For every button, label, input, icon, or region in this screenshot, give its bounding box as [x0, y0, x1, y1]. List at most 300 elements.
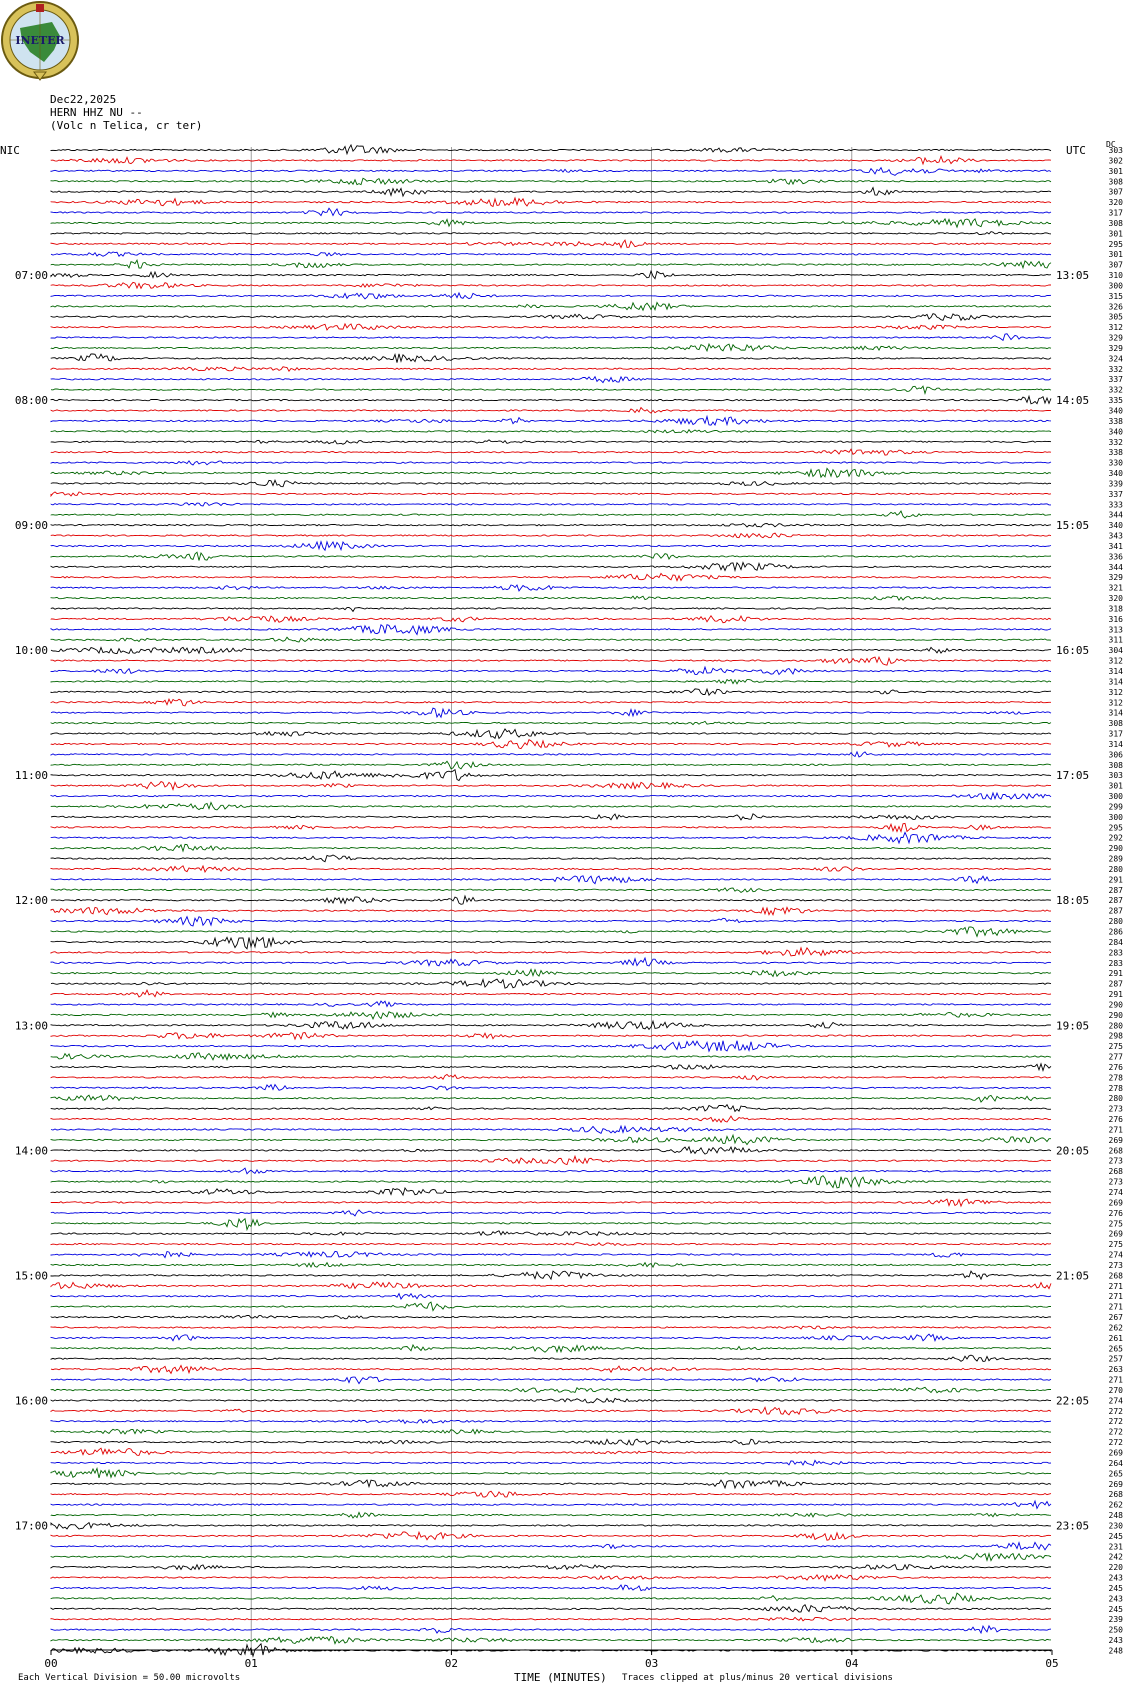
- left-hour-label: 07:00: [14, 269, 48, 283]
- dc-offset-label: 264: [1108, 1458, 1123, 1468]
- trace-line: [51, 990, 1051, 997]
- dc-offset-label: 273: [1108, 1260, 1123, 1270]
- left-timezone-label: NIC: [0, 144, 20, 157]
- trace-line: [51, 1219, 1051, 1230]
- dc-offset-label: 332: [1108, 437, 1123, 447]
- dc-offset-label: 333: [1108, 500, 1123, 510]
- trace-line: [51, 417, 1051, 426]
- trace-line: [51, 1407, 1051, 1415]
- dc-offset-label: 287: [1108, 896, 1123, 906]
- trace-line: [51, 1387, 1051, 1392]
- trace-line: [51, 1398, 1051, 1402]
- trace-line: [51, 637, 1051, 642]
- trace-line: [51, 1282, 1051, 1289]
- dc-offset-label: 239: [1108, 1615, 1123, 1625]
- dc-offset-label: 280: [1108, 1094, 1123, 1104]
- trace-line: [51, 1355, 1051, 1361]
- trace-line: [51, 1617, 1051, 1620]
- trace-line: [51, 344, 1051, 351]
- trace-line: [51, 573, 1051, 580]
- x-tick-label: 01: [244, 1657, 258, 1670]
- dc-offset-label: 329: [1108, 333, 1123, 343]
- left-hour-label: 17:00: [14, 1519, 48, 1533]
- dc-offset-label: 306: [1108, 750, 1123, 760]
- dc-offset-label: 340: [1108, 406, 1123, 416]
- trace-line: [51, 1168, 1051, 1174]
- trace-line: [51, 647, 1051, 653]
- x-axis-label: TIME (MINUTES): [514, 1671, 607, 1684]
- dc-offset-label: 220: [1108, 1563, 1123, 1573]
- trace-line: [51, 752, 1051, 757]
- dc-offset-label: 301: [1108, 781, 1123, 791]
- trace-line: [51, 761, 1051, 769]
- header-location: (Volc n Telica, cr ter): [50, 119, 203, 132]
- trace-line: [51, 667, 1051, 674]
- dc-column-label: DC: [1106, 140, 1116, 149]
- trace-line: [51, 1605, 1051, 1612]
- header-date: Dec22,2025: [50, 93, 117, 106]
- trace-line: [51, 1188, 1051, 1195]
- trace-line: [51, 721, 1051, 724]
- trace-line: [51, 449, 1051, 455]
- trace-line: [51, 896, 1051, 904]
- trace-line: [51, 1542, 1051, 1549]
- trace-line: [51, 1575, 1051, 1581]
- dc-offset-label: 321: [1108, 583, 1123, 593]
- trace-line: [51, 1033, 1051, 1040]
- dc-offset-label: 245: [1108, 1583, 1123, 1593]
- dc-offset-label: 290: [1108, 1000, 1123, 1010]
- dc-offset-label: 320: [1108, 198, 1123, 208]
- trace-line: [51, 823, 1051, 831]
- dc-offset-label: 291: [1108, 990, 1123, 1000]
- trace-line: [51, 240, 1051, 248]
- dc-offset-label: 343: [1108, 531, 1123, 541]
- trace-line: [51, 616, 1051, 623]
- left-hour-label: 16:00: [14, 1394, 48, 1408]
- trace-line: [51, 793, 1051, 799]
- left-hour-label: 09:00: [14, 519, 48, 533]
- trace-line: [51, 542, 1051, 551]
- dc-offset-label: 287: [1108, 906, 1123, 916]
- x-tick-label: 05: [1045, 1657, 1059, 1670]
- trace-line: [51, 1491, 1051, 1497]
- dc-offset-label: 314: [1108, 667, 1123, 676]
- right-hour-label: 15:05: [1056, 519, 1090, 533]
- dc-offset-label: 314: [1108, 739, 1123, 749]
- dc-offset-label: 272: [1108, 1438, 1123, 1448]
- dc-offset-label: 300: [1108, 281, 1123, 291]
- dc-offset-label: 274: [1108, 1188, 1123, 1197]
- dc-offset-label: 275: [1108, 1240, 1123, 1250]
- trace-line: [51, 1512, 1051, 1518]
- scale-note: Each Vertical Division = 50.00 microvolts: [18, 1673, 241, 1683]
- trace-line: [51, 729, 1051, 738]
- trace-line: [51, 782, 1051, 790]
- trace-line: [51, 334, 1051, 341]
- dc-offset-label: 335: [1108, 396, 1123, 406]
- trace-line: [51, 866, 1051, 872]
- trace-line: [51, 396, 1051, 404]
- trace-line: [51, 1021, 1051, 1029]
- trace-line: [51, 917, 1051, 926]
- trace-line: [51, 408, 1051, 414]
- dc-offset-label: 308: [1108, 719, 1123, 729]
- dc-offset-label: 278: [1108, 1083, 1123, 1093]
- dc-offset-label: 283: [1108, 948, 1123, 958]
- dc-offset-label: 336: [1108, 552, 1123, 562]
- trace-line: [51, 1532, 1051, 1540]
- dc-offset-label: 341: [1108, 541, 1123, 551]
- trace-line: [51, 503, 1051, 507]
- dc-offset-label: 269: [1108, 1229, 1123, 1239]
- left-hour-label: 08:00: [14, 394, 48, 408]
- trace-line: [51, 367, 1051, 371]
- right-hour-label: 18:05: [1056, 894, 1090, 908]
- trace-line: [51, 1334, 1051, 1341]
- right-hour-label: 17:05: [1056, 769, 1090, 783]
- trace-line: [51, 876, 1051, 884]
- trace-line: [51, 1366, 1051, 1374]
- trace-line: [51, 927, 1051, 937]
- trace-line: [51, 948, 1051, 956]
- dc-offset-label: 312: [1108, 656, 1123, 666]
- dc-offset-label: 248: [1108, 1511, 1123, 1521]
- right-hour-label: 13:05: [1056, 269, 1090, 283]
- dc-offset-label: 271: [1108, 1292, 1123, 1302]
- dc-offset-label: 311: [1108, 635, 1123, 645]
- dc-offset-label: 344: [1108, 510, 1123, 520]
- trace-line: [51, 145, 1051, 154]
- trace-line: [51, 888, 1051, 893]
- dc-offset-label: 262: [1108, 1323, 1123, 1333]
- trace-line: [51, 979, 1051, 988]
- trace-line: [51, 208, 1051, 215]
- clip-note: Traces clipped at plus/minus 20 vertical divisions: [622, 1673, 893, 1683]
- trace-line: [51, 1156, 1051, 1164]
- trace-line: [51, 585, 1051, 591]
- trace-line: [51, 440, 1051, 444]
- trace-line: [51, 1199, 1051, 1206]
- dc-offset-label: 250: [1108, 1625, 1123, 1635]
- right-hour-label: 19:05: [1056, 1019, 1090, 1033]
- dc-offset-label: 230: [1108, 1521, 1123, 1531]
- dc-offset-label: 338: [1108, 416, 1123, 426]
- dc-offset-label: 277: [1108, 1052, 1123, 1062]
- trace-line: [51, 1501, 1051, 1508]
- trace-line: [51, 814, 1051, 820]
- trace-line: [51, 480, 1051, 487]
- dc-offset-label: 265: [1108, 1344, 1123, 1354]
- dc-offset-label: 243: [1108, 1636, 1123, 1646]
- trace-line: [51, 1448, 1051, 1455]
- dc-offset-label: 339: [1108, 479, 1123, 489]
- trace-line: [51, 1439, 1051, 1445]
- dc-offset-label: 274: [1108, 1396, 1123, 1406]
- trace-line: [51, 1480, 1051, 1488]
- trace-line: [51, 168, 1051, 176]
- trace-line: [51, 1565, 1051, 1570]
- x-tick-label: 03: [644, 1657, 659, 1670]
- dc-offset-label: 295: [1108, 239, 1123, 249]
- dc-offset-label: 318: [1108, 604, 1123, 614]
- dc-offset-label: 290: [1108, 1010, 1123, 1020]
- trace-line: [51, 563, 1051, 571]
- trace-line: [51, 1147, 1051, 1154]
- dc-offset-label: 289: [1108, 854, 1123, 864]
- trace-line: [51, 1135, 1051, 1144]
- trace-line: [51, 740, 1051, 749]
- trace-line: [51, 1637, 1051, 1644]
- trace-line: [51, 1585, 1051, 1591]
- dc-offset-label: 276: [1108, 1062, 1123, 1072]
- dc-offset-label: 272: [1108, 1406, 1123, 1416]
- dc-offset-label: 316: [1108, 614, 1123, 624]
- trace-line: [51, 430, 1051, 433]
- trace-line: [51, 492, 1051, 496]
- dc-offset-label: 268: [1108, 1490, 1123, 1500]
- dc-offset-label: 338: [1108, 448, 1123, 458]
- trace-line: [51, 699, 1051, 706]
- dc-offset-label: 330: [1108, 458, 1123, 468]
- trace-line: [51, 533, 1051, 538]
- dc-offset-label: 324: [1108, 354, 1123, 364]
- dc-offset-label: 245: [1108, 1531, 1123, 1541]
- dc-offset-label: 262: [1108, 1500, 1123, 1510]
- trace-line: [51, 1302, 1051, 1311]
- dc-offset-label: 269: [1108, 1135, 1123, 1145]
- trace-line: [51, 156, 1051, 164]
- trace-line: [51, 188, 1051, 197]
- dc-offset-label: 307: [1108, 260, 1123, 270]
- dc-offset-label: 329: [1108, 573, 1123, 583]
- trace-line: [51, 377, 1051, 383]
- dc-offset-label: 274: [1108, 1250, 1123, 1260]
- trace-line: [51, 937, 1051, 949]
- dc-offset-label: 301: [1108, 166, 1123, 176]
- trace-line: [51, 1012, 1051, 1019]
- dc-offset-label: 340: [1108, 469, 1123, 479]
- dc-offset-label: 268: [1108, 1146, 1123, 1156]
- dc-offset-label: 280: [1108, 917, 1123, 927]
- trace-line: [51, 958, 1051, 966]
- dc-offset-label: 292: [1108, 833, 1123, 843]
- dc-offset-label: 231: [1108, 1542, 1123, 1552]
- dc-offset-label: 312: [1108, 698, 1123, 708]
- dc-offset-label: 301: [1108, 229, 1123, 239]
- dc-offset-label: 317: [1108, 208, 1123, 218]
- right-hour-label: 16:05: [1056, 644, 1090, 658]
- trace-line: [51, 293, 1051, 299]
- left-hour-label: 13:00: [14, 1019, 48, 1033]
- dc-offset-label: 310: [1108, 271, 1123, 281]
- trace-line: [51, 625, 1051, 635]
- dc-offset-label: 269: [1108, 1448, 1123, 1458]
- dc-offset-label: 340: [1108, 521, 1123, 531]
- trace-line: [51, 1345, 1051, 1352]
- dc-offset-label: 243: [1108, 1573, 1123, 1583]
- dc-offset-label: 303: [1108, 146, 1123, 155]
- dc-offset-label: 307: [1108, 187, 1123, 197]
- trace-line: [51, 708, 1051, 717]
- trace-line: [51, 1116, 1051, 1122]
- dc-offset-label: 332: [1108, 364, 1123, 374]
- left-hour-label: 12:00: [14, 894, 48, 908]
- trace-line: [51, 1316, 1051, 1319]
- trace-line: [51, 552, 1051, 560]
- trace-line: [51, 832, 1051, 843]
- trace-line: [51, 386, 1051, 393]
- trace-line: [51, 657, 1051, 665]
- trace-line: [51, 1460, 1051, 1465]
- trace-line: [51, 608, 1051, 612]
- trace-line: [51, 1251, 1051, 1257]
- dc-offset-label: 312: [1108, 323, 1123, 333]
- dc-offset-label: 275: [1108, 1042, 1123, 1052]
- dc-offset-label: 271: [1108, 1375, 1123, 1385]
- trace-line: [51, 1554, 1051, 1561]
- trace-line: [51, 461, 1051, 465]
- dc-offset-label: 300: [1108, 792, 1123, 802]
- dc-offset-label: 273: [1108, 1177, 1123, 1187]
- left-hour-label: 10:00: [14, 644, 48, 658]
- dc-offset-label: 302: [1108, 156, 1123, 166]
- trace-line: [51, 1231, 1051, 1236]
- dc-offset-label: 263: [1108, 1365, 1123, 1375]
- right-hour-label: 20:05: [1056, 1144, 1090, 1158]
- dc-offset-label: 243: [1108, 1594, 1123, 1604]
- dc-offset-label: 245: [1108, 1604, 1123, 1614]
- dc-offset-label: 314: [1108, 677, 1123, 687]
- right-hour-label: 22:05: [1056, 1394, 1090, 1408]
- dc-offset-label: 268: [1108, 1167, 1123, 1177]
- trace-line: [51, 314, 1051, 321]
- trace-line: [51, 198, 1051, 207]
- dc-offset-label: 273: [1108, 1104, 1123, 1114]
- dc-offset-label: 337: [1108, 489, 1123, 499]
- dc-offset-label: 329: [1108, 343, 1123, 353]
- dc-offset-label: 265: [1108, 1469, 1123, 1479]
- left-hour-label: 14:00: [14, 1144, 48, 1158]
- trace-line: [51, 1001, 1051, 1006]
- dc-offset-label: 269: [1108, 1198, 1123, 1208]
- dc-offset-label: 326: [1108, 302, 1123, 312]
- dc-offset-label: 271: [1108, 1281, 1123, 1291]
- trace-line: [51, 1105, 1051, 1112]
- dc-offset-label: 280: [1108, 864, 1123, 874]
- dc-offset-label: 305: [1108, 312, 1123, 322]
- trace-line: [51, 803, 1051, 810]
- dc-offset-label: 308: [1108, 760, 1123, 770]
- trace-line: [51, 1243, 1051, 1246]
- dc-offset-label: 299: [1108, 802, 1123, 812]
- dc-offset-label: 315: [1108, 291, 1123, 301]
- right-timezone-label: UTC: [1066, 144, 1086, 157]
- dc-offset-label: 261: [1108, 1333, 1123, 1343]
- trace-line: [51, 855, 1051, 862]
- trace-line: [51, 1593, 1051, 1604]
- dc-offset-label: 317: [1108, 729, 1123, 739]
- right-hour-label: 21:05: [1056, 1269, 1090, 1283]
- dc-offset-label: 308: [1108, 218, 1123, 228]
- trace-line: [51, 844, 1051, 851]
- trace-line: [51, 1041, 1051, 1052]
- dc-offset-label: 290: [1108, 844, 1123, 854]
- dc-offset-label: 278: [1108, 1073, 1123, 1083]
- trace-line: [51, 1469, 1051, 1478]
- dc-offset-label: 276: [1108, 1208, 1123, 1218]
- dc-offset-label: 313: [1108, 625, 1123, 635]
- trace-line: [51, 1053, 1051, 1060]
- dc-offset-label: 284: [1108, 937, 1123, 947]
- trace-line: [51, 1294, 1051, 1299]
- trace-line: [51, 232, 1051, 235]
- dc-offset-label: 242: [1108, 1552, 1123, 1562]
- trace-line: [51, 596, 1051, 600]
- dc-offset-label: 280: [1108, 1021, 1123, 1031]
- x-tick-label: 02: [444, 1657, 459, 1670]
- trace-line: [51, 468, 1051, 477]
- trace-line: [51, 524, 1051, 528]
- dc-offset-label: 267: [1108, 1313, 1123, 1323]
- trace-line: [51, 1210, 1051, 1216]
- dc-offset-label: 332: [1108, 385, 1123, 395]
- dc-offset-label: 304: [1108, 646, 1123, 656]
- x-tick-label: 04: [845, 1657, 859, 1670]
- trace-line: [51, 1074, 1051, 1080]
- logo-text: INETER: [15, 34, 65, 47]
- dc-offset-label: 308: [1108, 177, 1123, 187]
- trace-line: [51, 1420, 1051, 1424]
- trace-line: [51, 252, 1051, 256]
- trace-line: [51, 1085, 1051, 1091]
- dc-offset-label: 291: [1108, 969, 1123, 979]
- trace-line: [51, 1095, 1051, 1102]
- trace-line: [51, 271, 1051, 278]
- trace-line: [51, 178, 1051, 184]
- trace-line: [51, 1176, 1051, 1188]
- trace-line: [51, 770, 1051, 781]
- header-station: HERN HHZ NU --: [50, 106, 143, 119]
- trace-line: [51, 1626, 1051, 1633]
- dc-offset-label: 312: [1108, 687, 1123, 697]
- trace-line: [51, 969, 1051, 976]
- trace-line: [51, 324, 1051, 330]
- trace-line: [51, 1064, 1051, 1071]
- right-hour-label: 23:05: [1056, 1519, 1090, 1533]
- dc-offset-label: 272: [1108, 1417, 1123, 1427]
- trace-line: [51, 1271, 1051, 1279]
- dc-offset-label: 291: [1108, 875, 1123, 885]
- dc-offset-label: 337: [1108, 375, 1123, 385]
- x-tick-label: 00: [44, 1657, 58, 1670]
- dc-offset-label: 344: [1108, 562, 1123, 572]
- dc-offset-label: 320: [1108, 594, 1123, 604]
- trace-line: [51, 689, 1051, 695]
- trace-line: [51, 1429, 1051, 1434]
- dc-offset-label: 286: [1108, 927, 1123, 937]
- trace-line: [51, 680, 1051, 684]
- dc-offset-label: 314: [1108, 708, 1123, 718]
- trace-line: [51, 907, 1051, 914]
- dc-offset-label: 287: [1108, 885, 1123, 895]
- trace-line: [51, 1523, 1051, 1529]
- left-hour-label: 11:00: [14, 769, 48, 783]
- trace-line: [51, 1126, 1051, 1133]
- left-hour-label: 15:00: [14, 1269, 48, 1283]
- trace-line: [51, 354, 1051, 363]
- trace-line: [51, 260, 1051, 268]
